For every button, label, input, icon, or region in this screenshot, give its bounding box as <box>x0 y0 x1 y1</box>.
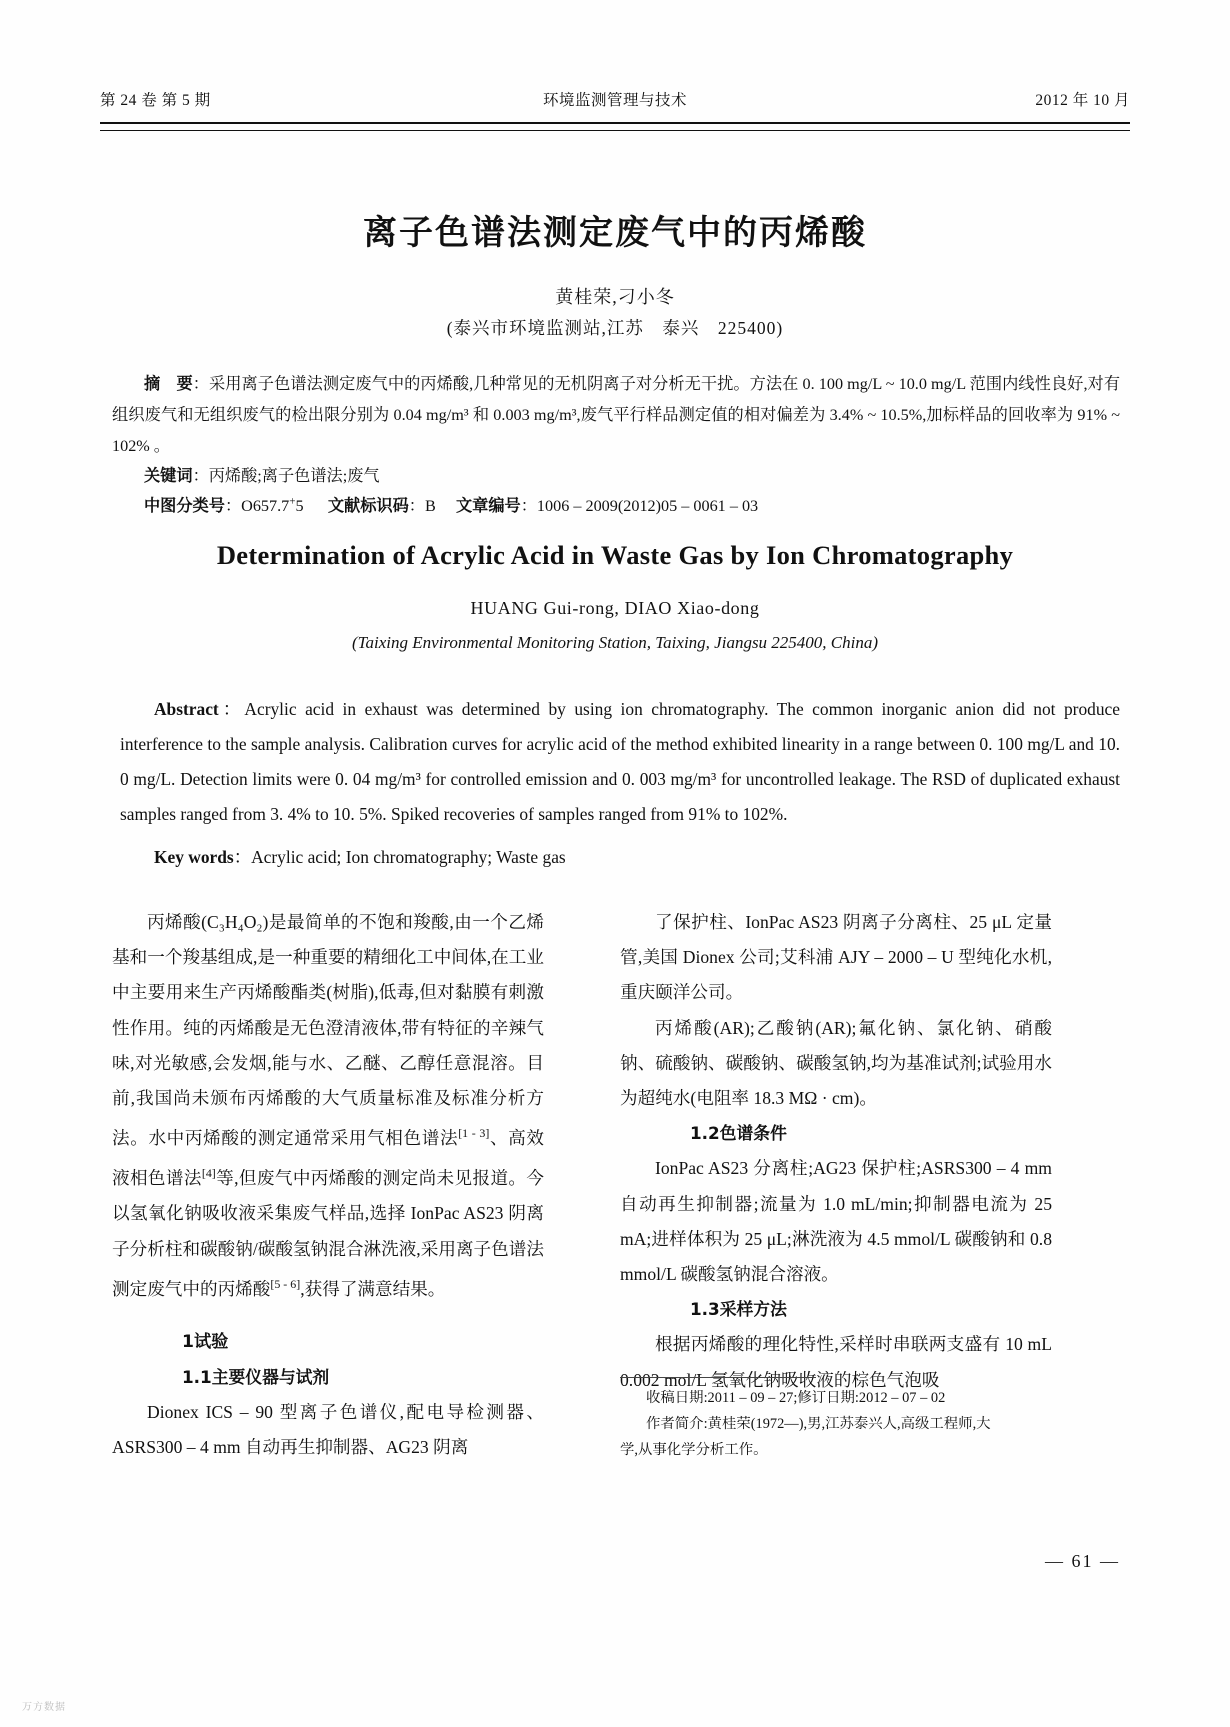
section-heading-1-3 <box>620 1292 1052 1327</box>
section-12-number: 1.2 <box>690 1123 720 1144</box>
page-title-cn: 离子色谱法测定废气中的丙烯酸 <box>363 213 867 253</box>
intro-text-b: 、高效液相色谱法 <box>112 1128 544 1189</box>
section-heading-1-1 <box>112 1360 544 1395</box>
paragraph-instruments-cont: 了保护柱、IonPac AS23 阴离子分离柱、25 μL 定量管,美国 Dionex 公司;艾科浦 AJY – 2000 – U 型纯化水机,重庆颐洋公司。 <box>620 912 1052 1003</box>
clc-superscript: + <box>289 495 296 508</box>
clc-tail: 5 <box>295 497 304 515</box>
keywords-cn-label: 关键词 <box>144 466 193 485</box>
paragraph-sampling-method: 根据丙烯酸的理化特性,采样时串联两支盛有 10 mL 0.002 mol/L 氢氧化钠吸收液的棕色气泡吸 <box>620 1334 1052 1390</box>
paragraph-reagents: 丙烯酸(AR);乙酸钠(AR);氟化钠、氯化钠、硝酸钠、硫酸钠、碳酸钠、碳酸氢钠,均为基准试剂;试验用水为超纯水(电阻率 18.3 MΩ · cm)。 <box>620 1017 1052 1109</box>
keywords-en-body: ：Acrylic acid; Ion chromatography; Waste gas <box>233 847 566 867</box>
abstract-cn-body: ：采用离子色谱法测定废气中的丙烯酸,几种常见的无机阴离子对分析无干扰。方法在 0. 100 mg/L ~ 10.0 mg/L 范围内线性良好,对有组织废气和无组织废气的检出限分别为 0.04 mg/m³ 和 0.003 mg/m³,废气平行样品测定值的相对偏差为 3.4% ~ 10.5%,加标样品的回收率为 91% ~ 102% 。 <box>112 375 1121 455</box>
citation-5-6: [5 - 6] <box>270 1276 301 1291</box>
section-heading-1 <box>112 1325 544 1360</box>
paragraph-instruments: Dionex ICS – 90 型离子色谱仪,配电导检测器、ASRS300 – 4 mm 自动再生抑制器、AG23 阴离 <box>112 1402 544 1458</box>
intro-text-c: 等,但废气中丙烯酸的测定尚未见报道。今以氢氧化钠吸收液采集废气样品,选择 IonPac AS23 阴离子分析柱和碳酸钠/碳酸氢钠混合淋洗液,采用离子色谱法测定废气中的丙烯酸 <box>112 1168 544 1299</box>
page-title-en: Determination of Acrylic Acid in Waste Gas by Ion Chromatography <box>216 540 1014 570</box>
section-1-title: 试验 <box>193 1331 229 1352</box>
article-id-label: 文章编号 <box>456 496 521 515</box>
paragraph-chromatographic-conditions: IonPac AS23 分离柱;AG23 保护柱;ASRS300 – 4 mm 自动再生抑制器;流量为 1.0 mL/min;抑制器电流为 25 mA;进样体积为 25 μL;淋洗液为 4.5 mmol/L 碳酸钠和 0.8 mmol/L 碳酸氢钠混合溶液。 <box>620 1158 1052 1285</box>
section-13-title: 采样方法 <box>719 1299 787 1320</box>
doc-code-label: 文献标识码 <box>327 496 409 515</box>
database-watermark: 万方数据 <box>22 1702 66 1713</box>
citation-4: [4] <box>201 1166 216 1181</box>
abstract-en-body: ：Acrylic acid in exhaust was determined by using ion chromatography. The common inorganic anion did not produce interference to the sample analysis. Calibration curves for acrylic acid of the method exhibited linearity in a range between 0. 100 mg/L and 10. 0 mg/L. Detection limits were 0. 04 mg/m³ for controlled emission and 0. 003 mg/m³ for uncontrolled leakage. The RSD of duplicated exhaust samples ranged from 3. 4% to 10. 5%. Spiked recoveries of samples ranged from 91% to 102%. <box>120 699 1120 824</box>
abstract-cn <box>112 368 1120 462</box>
section-12-title: 色谱条件 <box>719 1123 787 1144</box>
section-heading-1-2 <box>620 1116 1052 1151</box>
body-column-right <box>620 905 1052 1398</box>
citation-1-3: [1 - 3] <box>458 1126 490 1141</box>
intro-text-d: ,获得了满意结果。 <box>300 1278 446 1299</box>
section-11-number: 1.1 <box>182 1367 212 1388</box>
keywords-cn-body: ：丙烯酸;离子色谱法;废气 <box>192 467 380 485</box>
intro-text-a: 丙烯酸(C₃H₄O₂)是最简单的不饱和羧酸,由一个乙烯基和一个羧基组成,是一种重要的精细化工中间体,在工业中主要用来生产丙烯酸酯类(树脂),低毒,但对黏膜有刺激性作用。纯的丙烯酸是无色澄清液体,带有特征的辛辣气味,对光敏感,会发烟,能与水、乙醚、乙醇任意混溶。目前,我国尚未颁布丙烯酸的大气质量标准及标准分析方法。水中丙烯酸的测定通常采用气相色谱法 <box>112 912 544 1149</box>
keywords-cn <box>144 462 380 486</box>
abstract-cn-label: 摘 要 <box>144 374 193 393</box>
authors-cn: 黄桂荣,刁小冬 <box>555 287 675 307</box>
authors-en: HUANG Gui-rong, DIAO Xiao-dong <box>470 598 760 618</box>
journal-title: 环境监测管理与技术 <box>542 92 687 109</box>
clc-label: 中图分类号 <box>144 496 225 515</box>
section-11-title: 主要仪器与试剂 <box>211 1367 330 1388</box>
volume-issue: 第 24 卷 第 5 期 <box>100 92 211 109</box>
abstract-en <box>120 692 1120 832</box>
section-spacer <box>112 1307 544 1325</box>
article-id-value: ：1006 – 2009(2012)05 – 0061 – 03 <box>520 497 759 515</box>
paragraph-intro <box>112 905 544 1307</box>
footnote-dates: 收稿日期:2011 – 09 – 27;修订日期:2012 – 07 – 02 <box>646 1390 946 1406</box>
keywords-en-label: Key words <box>154 847 234 867</box>
footnote-rule <box>620 1377 816 1378</box>
issue-date: 2012 年 10 月 <box>1035 92 1130 109</box>
section-1-number: 1 <box>182 1331 194 1352</box>
running-head <box>100 88 1130 110</box>
keywords-en <box>120 843 1120 868</box>
doc-code-value: ：B <box>408 497 436 515</box>
classification-line <box>144 492 758 516</box>
affiliation-cn: (泰兴市环境监测站,江苏 泰兴 225400) <box>446 318 784 338</box>
page-number: — 61 — <box>1045 1551 1120 1571</box>
clc-value: ：O657.7 <box>224 497 290 515</box>
abstract-en-label: Abstract <box>154 699 219 719</box>
footnote-bio-line-2: 学,从事化学分析工作。 <box>620 1442 768 1458</box>
affiliation-en: (Taixing Environmental Monitoring Station, Taixing, Jiangsu 225400, China) <box>351 633 879 652</box>
header-rule <box>100 122 1130 131</box>
body-column-left <box>112 905 544 1466</box>
section-13-number: 1.3 <box>690 1299 720 1320</box>
footnote-bio-line-1: 作者简介:黄桂荣(1972—),男,江苏泰兴人,高级工程师,大 <box>646 1416 991 1432</box>
footnote-block <box>620 1385 1052 1463</box>
